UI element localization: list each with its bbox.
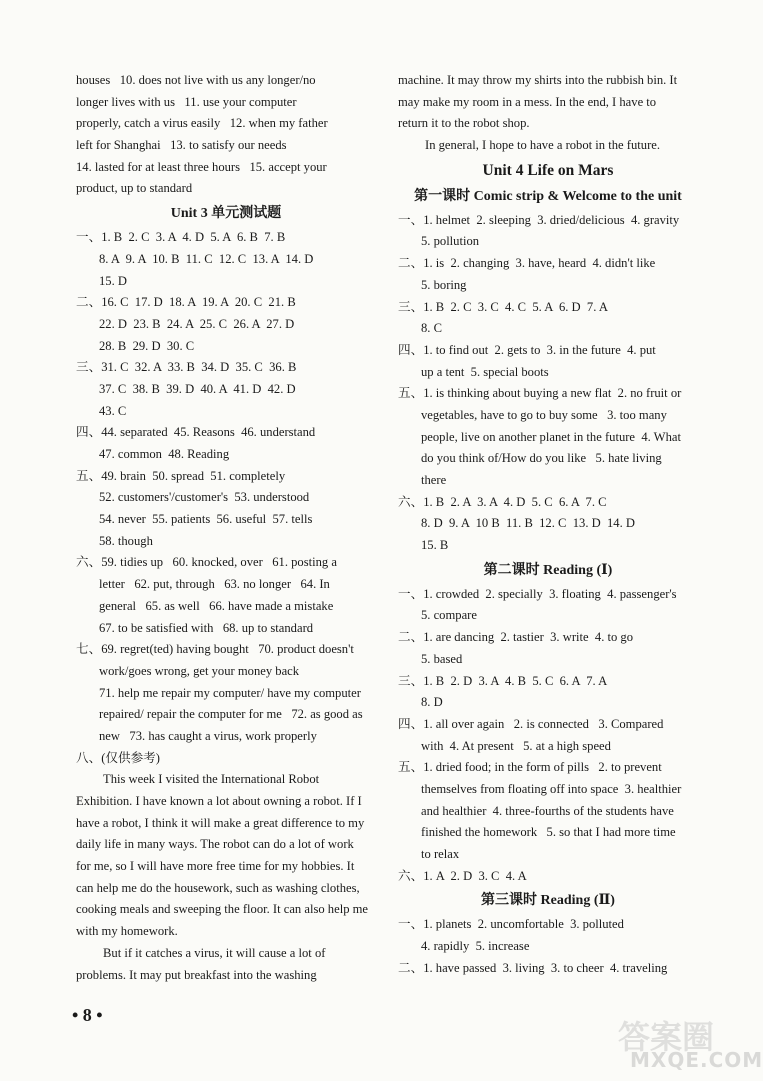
text-line: problems. It may put breakfast into the washing [76, 967, 317, 982]
text-line: repaired/ repair the computer for me 72. as good as [99, 707, 363, 722]
section-heading: Unit 4 Life on Mars [482, 161, 614, 179]
text-line: product, up to standard [76, 181, 193, 196]
text-line: left for Shanghai 13. to satisfy our needs [76, 138, 287, 153]
text-line: may make my room in a mess. In the end, I have to [398, 94, 657, 109]
section-heading: 第三课时 Reading (Ⅱ) [481, 893, 615, 909]
text-line: 15. D [99, 273, 127, 288]
text-line: can help me do the housework, such as washing clothes, [76, 880, 360, 895]
text-line: 47. common 48. Reading [99, 447, 230, 461]
text-line: 8. D [421, 695, 443, 710]
text-line: 22. D 23. B 24. A 25. C 26. A 27. D [99, 316, 295, 331]
text-line: 58. though [99, 533, 153, 548]
text-line: 一、1. crowded 2. specially 3. floating 4. passenger's [398, 586, 677, 601]
text-line: 67. to be satisfied with 68. up to standard [99, 620, 314, 635]
section-heading: 第一课时 Comic strip & Welcome to the unit [414, 188, 682, 204]
text-line: In general, I hope to have a robot in the future. [425, 138, 660, 153]
text-line: 八、(仅供参考) [76, 750, 160, 765]
section-heading: Unit 3 单元测试题 [170, 206, 282, 222]
text-line: 三、1. B 2. C 3. C 4. C 5. A 6. D 7. A [398, 299, 608, 314]
text-line: 15. B [421, 538, 449, 553]
text-line: 4. rapidly 5. increase [421, 939, 530, 954]
text-line: 六、1. B 2. A 3. A 4. D 5. C 6. A 7. C [398, 494, 607, 509]
text-line: 8. C [421, 321, 442, 336]
text-line: properly, catch a virus easily 12. when my father [76, 116, 328, 131]
text-line: general 65. as well 66. have made a mistake [99, 598, 334, 613]
text-line: 二、1. is 2. changing 3. have, heard 4. didn't like [398, 256, 656, 271]
text-line: 四、1. to find out 2. gets to 3. in the future 4. put [398, 342, 656, 357]
text-line: 五、49. brain 50. spread 51. completely [76, 468, 286, 483]
text-line: and healthier 4. three-fourths of the students have [421, 803, 674, 818]
text-line: 14. lasted for at least three hours 15. accept your [76, 159, 327, 174]
section-heading: 第二课时 Reading (Ⅰ) [483, 562, 613, 578]
text-line: there [421, 473, 447, 487]
text-line: letter 62. put, through 63. no longer 64. In [99, 577, 330, 592]
text-line: 8. A 9. A 10. B 11. C 12. C 13. A 14. D [99, 251, 314, 266]
text-line: people, live on another planet in the future 4. What [421, 429, 681, 444]
text-line: 一、1. planets 2. uncomfortable 3. polluted [398, 917, 624, 932]
text-line: with 4. At present 5. at a high speed [421, 738, 611, 753]
text-line: 一、1. helmet 2. sleeping 3. dried/delicious 4. gravity [398, 212, 680, 227]
text-line: cooking meals and sweeping the floor. It can also help me [76, 902, 369, 917]
text-line: for me, so I will have more free time for my hobbies. It [76, 859, 355, 874]
text-line: finished the homework 5. so that I had more time [421, 825, 676, 840]
text-line: 54. never 55. patients 56. useful 57. tells [99, 512, 313, 527]
text-line: work/goes wrong, get your money back [99, 663, 300, 678]
text-line: 28. B 29. D 30. C [99, 338, 195, 353]
text-line: 三、1. B 2. D 3. A 4. B 5. C 6. A 7. A [398, 673, 608, 688]
watermark-icon: 答案圈 [618, 1018, 715, 1056]
watermark-text: MXQE.COM [630, 1048, 763, 1072]
text-line: have a robot, I think it will make a great difference to my [76, 815, 365, 830]
text-line: 五、1. is thinking about buying a new flat 2. no fruit or [398, 386, 682, 401]
text-line: longer lives with us 11. use your computer [76, 94, 297, 109]
text-line: 六、59. tidies up 60. knocked, over 61. posting a [76, 555, 337, 570]
text-line: to relax [421, 847, 460, 861]
text-line: 四、1. all over again 2. is connected 3. Compared [398, 716, 664, 731]
text-line: 二、1. are dancing 2. tastier 3. write 4. to go [398, 630, 634, 645]
text-line: 六、1. A 2. D 3. C 4. A [398, 868, 527, 883]
page-number: • 8 • [72, 1005, 103, 1025]
text-line: new 73. has caught a virus, work properly [99, 728, 317, 743]
text-line: 一、1. B 2. C 3. A 4. D 5. A 6. B 7. B [76, 230, 286, 245]
text-line: machine. It may throw my shirts into the rubbish bin. It [398, 73, 678, 87]
text-line: themselves from floating off into space 3. healthier [421, 781, 682, 796]
text-line: 二、1. have passed 3. living 3. to cheer 4. traveling [398, 960, 668, 975]
text-line: vegetables, have to go to buy some 3. too many [421, 407, 667, 422]
text-line: 七、69. regret(ted) having bought 70. product doesn't [76, 642, 354, 657]
text-line: 二、16. C 17. D 18. A 19. A 20. C 21. B [76, 295, 296, 310]
text-line: return it to the robot shop. [398, 116, 530, 131]
text-line: 三、31. C 32. A 33. B 34. D 35. C 36. B [76, 360, 297, 375]
text-line: 五、1. dried food; in the form of pills 2. to prevent [398, 760, 662, 775]
text-line: 5. based [421, 651, 463, 666]
text-line: 5. compare [421, 608, 477, 623]
text-line: 43. C [99, 403, 127, 418]
text-line: 37. C 38. B 39. D 40. A 41. D 42. D [99, 381, 296, 396]
text-line: Exhibition. I have known a lot about owning a robot. If I [76, 794, 362, 808]
text-line: But if it catches a virus, it will cause a lot of [103, 945, 326, 960]
text-line: 5. boring [421, 277, 467, 292]
left-column [76, 70, 376, 986]
text-line: 52. customers'/customer's 53. understood [99, 490, 310, 505]
text-line: 8. D 9. A 10 B 11. B 12. C 13. D 14. D [421, 516, 635, 531]
text-line: houses 10. does not live with us any longer/no [76, 73, 316, 87]
text-line: 71. help me repair my computer/ have my computer [99, 685, 361, 700]
right-column [398, 70, 698, 979]
text-line: 5. pollution [421, 234, 480, 249]
text-line: daily life in many ways. The robot can do a lot of work [76, 837, 354, 852]
watermark-logo [612, 1012, 763, 1074]
text-line: do you think of/How do you like 5. hate living [421, 451, 662, 466]
text-line: This week I visited the International Robot [103, 772, 320, 787]
text-line: 四、44. separated 45. Reasons 46. understand [76, 425, 316, 440]
text-line: with my homework. [76, 924, 178, 939]
text-line: up a tent 5. special boots [421, 364, 549, 379]
